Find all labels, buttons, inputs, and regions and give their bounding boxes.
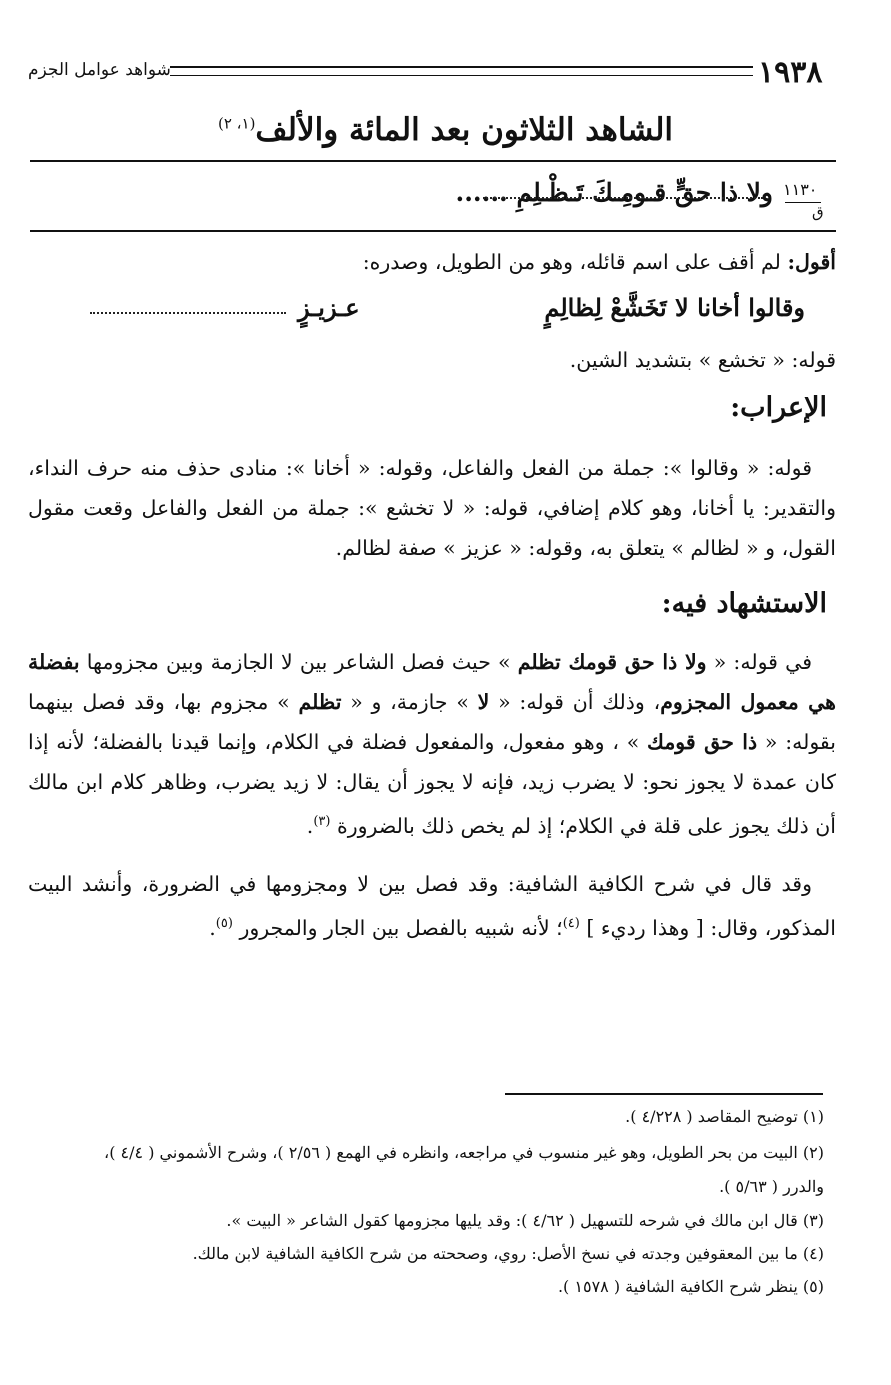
irab-heading: الإعراب: xyxy=(730,392,827,423)
shahid-verse xyxy=(456,178,773,207)
istishhad-p1-e: ، وذلك أن قوله: « xyxy=(489,690,661,714)
footnote-ref-3: (٣) xyxy=(313,814,331,829)
footnote-ref-4: (٤) xyxy=(562,916,580,931)
footnote-1: (١) توضيح المقاصد ( ٤/٢٢٨ ). xyxy=(625,1107,824,1126)
poem-first-hemistich: وقالوا أخانا لا تَخَشَّعْ لِظالِمٍ xyxy=(544,293,805,322)
running-title: شواهد عوامل الجزم xyxy=(28,60,171,80)
footnote-2: (٢) البيت من بحر الطويل، وهو غير منسوب في مراجعه، وانظره في الهمع ( ٢/٥٦ )، وشرح الأشموني ( ٤/٤ )، xyxy=(104,1143,824,1162)
shahid-title-note: (١، ٢) xyxy=(217,114,256,133)
shahid-verse-text: ولا ذا حقٍّ قـومِـكَ تَـظْـلِمِ xyxy=(516,178,773,207)
shahid-verse-dots: ...... xyxy=(455,178,508,207)
istishhad-paragraph-2 xyxy=(28,864,836,948)
istishhad-p1-k: » ، وهو مفعول، والمفعول فضلة في الكلام، وإنما قيدنا بالفضلة؛ لأنه إذا كان عمدة لا يجوز نحو: لا يضرب زيد، فإنه لا يجوز أن يقال: لا زيد يضرب، وظاهر كلام ابن مالك أن ذلك يجوز على قلة في الكلام؛ إذ لم يخص ذلك بالضرورة xyxy=(28,730,836,838)
page-number: ١٩٣٨ xyxy=(758,55,823,90)
intro-paragraph xyxy=(28,242,836,282)
footnote-3: (٣) قال ابن مالك في شرحه للتسهيل ( ٤/٦٢ ): وقد يليها مجزومها كقول الشاعر « البيت ». xyxy=(226,1211,824,1230)
shahid-title-text: الشاهد الثلاثون بعد المائة والألف xyxy=(255,112,674,148)
irab-text: قوله: « وقالوا »: جملة من الفعل والفاعل، وقوله: « أخانا »: منادى حذف منه حرف النداء، والتقدير: يا أخانا، وهو كلام إضافي، قوله: « لا تخشع »: جملة من الفعل والفاعل وقعت مقول القول، و « لظالم » يتعلق به، وقوله: « عزيز » صفة لظالم. xyxy=(28,456,836,560)
istishhad-p1-i: » مجزوم بها، وقد فصل بينهما بقوله: « xyxy=(28,690,837,754)
header-rule xyxy=(170,66,753,76)
istishhad-quote-1: ولا ذا حق قومك تظلم xyxy=(517,650,707,674)
footnote-2-continued: والدرر ( ٥/٦٣ ). xyxy=(719,1177,824,1196)
istishhad-p1-c: » حيث فصل الشاعر بين لا الجازمة وبين مجزومها xyxy=(79,650,518,674)
istishhad-p1-a: في قوله: « xyxy=(706,650,812,674)
footnote-ref-5: (٥) xyxy=(215,916,233,931)
istishhad-p1-g: » جازمة، و « xyxy=(341,690,478,714)
footnote-separator xyxy=(505,1093,823,1095)
footnote-4: (٤) ما بين المعقوفين وجدته في نسخ الأصل: روي، وصححته من شرح الكافية الشافية لابن مالك. xyxy=(192,1244,824,1263)
istishhad-quote-dha-haqq: ذا حق قومك xyxy=(647,730,758,754)
footnote-5: (٥) ينظر شرح الكافية الشافية ( ١٥٧٨ ). xyxy=(557,1277,824,1296)
verse-number-sub: ق xyxy=(812,203,824,221)
istishhad-p2-b: ؛ لأنه شبيه بالفصل بين الجار والمجرور xyxy=(232,915,563,940)
intro-text: لم أقف على اسم قائله، وهو من الطويل، وصدره: xyxy=(362,250,788,274)
istishhad-quote-tazlim: تظلم xyxy=(298,690,342,714)
istishhad-bold-phrase: بفضلة هي معمول المجزوم xyxy=(28,650,836,714)
istishhad-paragraph-1: في قوله: « ولا ذا حق قومك تظلم » حيث فصل الشاعر بين لا الجازمة وبين مجزومها بفضلة هي معمول المجزوم، وذلك أن قوله: « لا » جازمة، و « تظلم » مجزوم بها، وقد فصل بينهما بقوله: « ذا حق قومك » ، وهو مفعول، والمفعول فضلة في الكلام، وإنما قيدنا بالفضلة؛ لأنه إذا كان عمدة لا يجوز نحو: لا يضرب زيد، فإنه لا يجوز أن يقال: لا زيد يضرب، وظاهر كلام ابن مالك أن ذلك يجوز على قلة في الكلام؛ إذ لم يخص ذلك بالضرورة $^{(٣)}$. xyxy=(28,650,837,838)
verse-dotted-line xyxy=(483,197,763,199)
istishhad-heading: الاستشهاد فيه: xyxy=(661,588,827,619)
istishhad-quote-la: لا xyxy=(477,690,490,714)
poem-end-word: عـزيـزٍ xyxy=(298,293,360,322)
shahid-title xyxy=(0,112,891,148)
poem-dotted-line xyxy=(90,312,286,314)
istishhad-p2-end: . xyxy=(209,915,216,940)
verse-bottom-rule xyxy=(30,230,836,232)
irab-paragraph xyxy=(28,448,836,568)
verse-number: ١١٣٠ xyxy=(783,180,818,199)
intro-note: قوله: « تخشع » بتشديد الشين. xyxy=(569,348,836,372)
verse-top-rule xyxy=(30,160,836,162)
intro-label: أقول: xyxy=(787,250,836,274)
istishhad-p2-a: وقد قال في شرح الكافية الشافية: وقد فصل بين لا ومجزومها في الضرورة، وأنشد البيت المذكور، وقال: [ وهذا رديء ] xyxy=(28,872,836,940)
